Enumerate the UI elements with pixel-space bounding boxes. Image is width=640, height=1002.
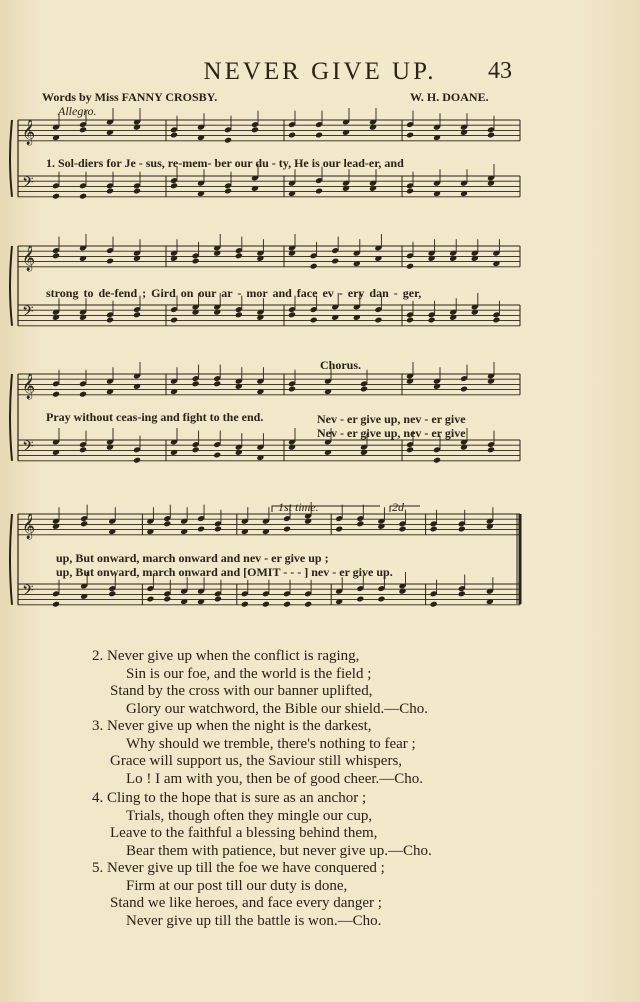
verse-text: Grace will support us, the Saviour still whispers, <box>110 753 403 769</box>
verse-text: Why should we tremble, there's nothing to fear ; <box>126 735 416 752</box>
chorus-lyrics-b: Nev - er give up, nev - er give <box>317 426 466 440</box>
system-4-note <box>356 520 364 527</box>
system-1-note <box>170 132 178 139</box>
system-2-note <box>406 263 414 270</box>
system-4-note <box>335 526 343 533</box>
page-number: 43 <box>488 58 512 84</box>
system-2-note <box>235 311 243 318</box>
system-4-note <box>458 590 466 597</box>
system-2-note <box>170 317 178 324</box>
verse-text: Firm at our post till our duty is done, <box>126 877 348 894</box>
verse-3-line-1 <box>92 718 372 735</box>
verse-2-line-2 <box>126 666 371 683</box>
system-2-treble-clef: 𝄞 <box>22 246 36 271</box>
system-3-bass-clef: 𝄢 <box>22 438 34 459</box>
verse-text: Bear them with patience, but never give up.—Cho. <box>126 842 432 859</box>
system-4-bass-clef: 𝄢 <box>22 582 34 603</box>
system-2-note <box>288 311 296 318</box>
system-4-note <box>80 520 88 527</box>
verse-4-line-2 <box>126 808 372 825</box>
system-4-brace <box>10 514 12 605</box>
system-1-note <box>224 137 232 144</box>
verse-5-line-2 <box>126 878 347 895</box>
system-2-note <box>428 317 436 324</box>
system-3-note <box>288 386 296 393</box>
verse-4-line-1 <box>92 790 366 807</box>
system-3-note <box>213 452 221 459</box>
system-4-note <box>430 601 438 608</box>
system-1-note <box>406 188 414 195</box>
verse-5-line-3 <box>110 895 382 912</box>
system-2-note <box>310 263 318 270</box>
verse-number: 5. <box>92 860 107 876</box>
chorus-label: Chorus. <box>320 358 362 372</box>
lyrics-line-1: 1. Sol-diers for Je - sus, re-mem- ber our du - ty, He is our lead-er, and <box>46 156 404 170</box>
words-credit: Words by Miss FANNY CROSBY. <box>42 90 218 104</box>
system-3-note <box>192 380 200 387</box>
system-4-note <box>283 601 291 608</box>
system-2-bass-clef: 𝄢 <box>22 303 34 324</box>
system-1-note <box>79 193 87 200</box>
system-1-brace <box>10 120 12 197</box>
system-4-note <box>398 526 406 533</box>
system-1-note <box>315 188 323 195</box>
system-3-note <box>52 391 60 398</box>
system-4-treble-clef: 𝄞 <box>22 514 36 539</box>
system-2-note <box>52 252 60 259</box>
verse-2-line-3 <box>110 683 372 700</box>
verse-4-line-3 <box>110 825 377 842</box>
system-2-note <box>106 258 114 265</box>
system-3-note <box>213 380 221 387</box>
verse-3-line-4 <box>126 771 423 788</box>
second-ending-label: 2d <box>392 500 404 514</box>
tempo-marking: Allegro. <box>58 104 97 118</box>
system-1-note <box>487 132 495 139</box>
system-2-note <box>492 317 500 324</box>
system-3-note <box>79 391 87 398</box>
system-3-note <box>487 446 495 453</box>
system-4-note <box>262 601 270 608</box>
verse-2-line-4 <box>126 701 428 718</box>
system-2-brace <box>10 246 12 326</box>
verse-text: Trials, though often they mingle our cup, <box>126 807 373 824</box>
verse-5-line-4 <box>126 913 381 930</box>
system-4-note <box>163 596 171 603</box>
system-4-note <box>283 526 291 533</box>
system-1-note <box>406 132 414 139</box>
system-2-note <box>331 258 339 265</box>
hymn-title: NEVER GIVE UP. <box>203 58 437 85</box>
system-3-note <box>460 386 468 393</box>
system-4-note <box>241 601 249 608</box>
system-4-note <box>377 596 385 603</box>
system-4-note <box>214 526 222 533</box>
verse-number: 2. <box>92 648 107 664</box>
verse-text: Stand we like heroes, and face every danger ; <box>110 895 382 911</box>
system-1-note <box>106 188 114 195</box>
system-2-note <box>406 317 414 324</box>
system-3-note <box>192 446 200 453</box>
system-4-note <box>304 601 312 608</box>
system-4-note <box>146 596 154 603</box>
verse-2-line-1 <box>92 648 359 665</box>
system-4-note <box>214 596 222 603</box>
system-2-note <box>192 258 200 265</box>
system-1-note <box>170 182 178 189</box>
verse-text: Lo ! I am with you, then be of good cheer.—Cho. <box>126 770 424 787</box>
first-ending-label: 1st time. <box>278 500 319 514</box>
system-4-note <box>108 590 116 597</box>
system-4-note <box>430 526 438 533</box>
music-credit: W. H. DOANE. <box>410 90 489 104</box>
system-1-note <box>315 132 323 139</box>
system-3-note <box>406 446 414 453</box>
system-1-bass-clef: 𝄢 <box>22 174 34 195</box>
system-1-note <box>52 193 60 200</box>
verse-text: Never give up till the foe we have conquered ; <box>107 860 385 876</box>
verse-text: Sin is our foe, and the world is the field ; <box>126 665 372 682</box>
system-4-note <box>356 596 364 603</box>
verse-5-line-1 <box>92 860 385 877</box>
system-4-note <box>52 601 60 608</box>
system-1-note <box>288 132 296 139</box>
system-3-note <box>360 386 368 393</box>
lyrics-line-3: Pray without ceas-ing and fight to the end. <box>46 410 264 424</box>
system-3-treble-clef: 𝄞 <box>22 374 36 399</box>
verse-4-line-4 <box>126 843 432 860</box>
verse-text: Cling to the hope that is sure as an anchor ; <box>107 790 367 806</box>
verse-number: 4. <box>92 790 107 806</box>
system-2-note <box>310 317 318 324</box>
verse-text: Stand by the cross with our banner uplifted, <box>110 683 373 699</box>
system-2-note <box>235 252 243 259</box>
system-2-note <box>106 317 114 324</box>
verse-text: Never give up till the battle is won.—Cho. <box>126 912 382 929</box>
system-1-note <box>251 126 259 133</box>
lyrics-line-2: strong to de-fend ; Gird on our ar - mor and face ev - ery dan - ger, <box>46 286 422 300</box>
system-2-note <box>374 317 382 324</box>
system-3-brace <box>10 374 12 461</box>
system-3-note <box>433 457 441 464</box>
verse-text: Never give up when the night is the darkest, <box>107 718 372 734</box>
system-1-treble-clef: 𝄞 <box>22 120 36 145</box>
lyrics-line-4a: up, But onward, march onward and nev - er give up ; <box>56 551 329 565</box>
system-4-note <box>197 526 205 533</box>
verse-text: Leave to the faithful a blessing behind them, <box>110 825 378 841</box>
system-3-note <box>79 446 87 453</box>
verse-text: Never give up when the conflict is raging, <box>107 648 360 664</box>
system-1-note <box>133 188 141 195</box>
chorus-lyrics-a: Nev - er give up, nev - er give <box>317 412 466 426</box>
system-4-note <box>163 520 171 527</box>
system-3-note <box>133 457 141 464</box>
verse-3-line-2 <box>126 736 416 753</box>
system-4-note <box>458 526 466 533</box>
verse-3-line-3 <box>110 753 402 770</box>
verse-text: Glory our watchword, the Bible our shield.—Cho. <box>126 700 429 717</box>
system-1-note <box>79 126 87 133</box>
lyrics-line-4b: up, But onward, march onward and [OMIT - - - ] nev - er give up. <box>56 565 393 579</box>
system-2-note <box>133 311 141 318</box>
verse-number: 3. <box>92 718 107 734</box>
system-1-note <box>224 188 232 195</box>
